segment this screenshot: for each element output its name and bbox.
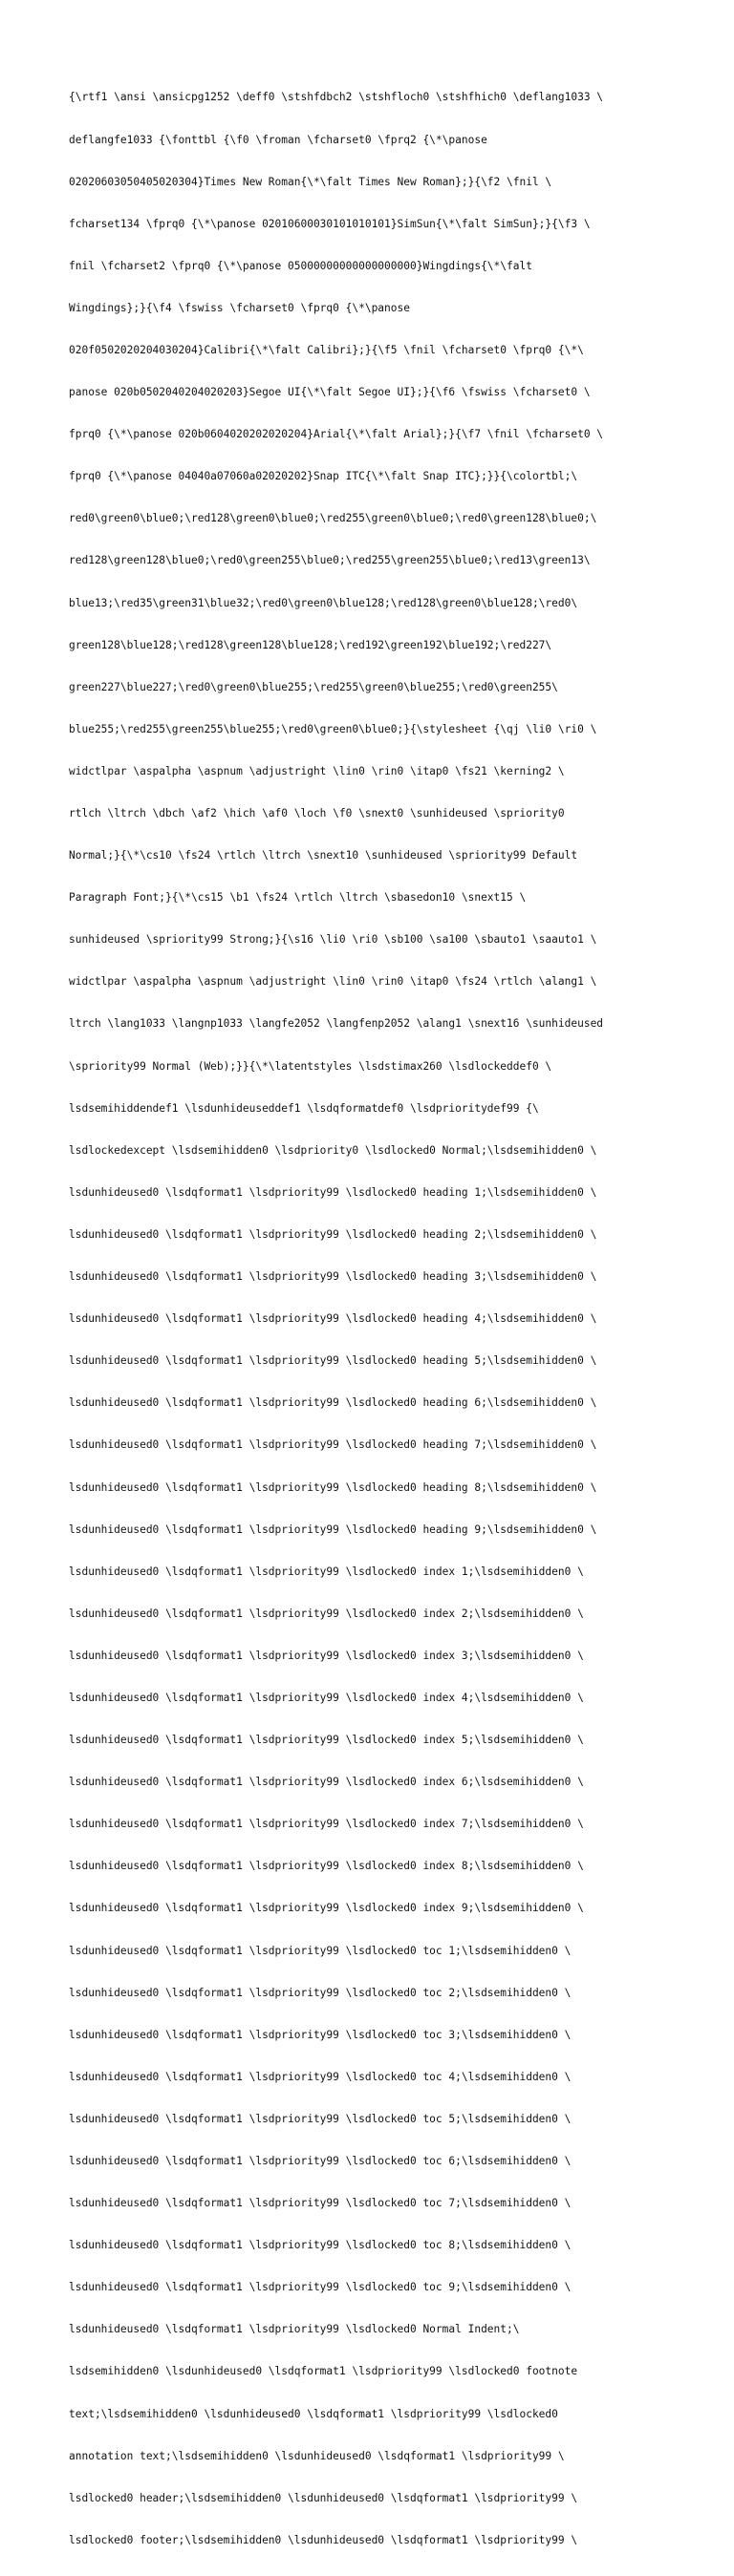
text-line: fcharset134 \fprq0 {\*\panose 02010600030101010101}SimSun{\*\falt SimSun};}{\f3 \ [69, 217, 591, 230]
text-line: Paragraph Font;}{\*\cs15 \b1 \fs24 \rtlch \ltrch \sbasedon10 \snext15 \ [69, 891, 527, 905]
text-line: lsdlocked0 footer;\lsdsemihidden0 \lsdunhideused0 \lsdqformat1 \lsdpriority99 \ [69, 2533, 578, 2546]
text-line: lsdunhideused0 \lsdqformat1 \lsdpriority99 \lsdlocked0 toc 3;\lsdsemihidden0 \ [69, 2028, 572, 2041]
text-line: widctlpar \aspalpha \aspnum \adjustright \lin0 \rin0 \itap0 \fs24 \rtlch \alang1 \ [69, 975, 597, 989]
text-line: green227\blue227;\red0\green0\blue255;\red255\green0\blue255;\red0\green255\ [69, 680, 558, 693]
text-line: fprq0 {\*\panose 020b0604020202020204}Arial{\*\falt Arial};}{\f7 \fnil \fcharset0 \ [69, 428, 604, 441]
text-line: lsdunhideused0 \lsdqformat1 \lsdpriority99 \lsdlocked0 toc 9;\lsdsemihidden0 \ [69, 2281, 572, 2294]
text-line: lsdsemihiddendef1 \lsdunhideuseddef1 \lsdqformatdef0 \lsdprioritydef99 {\ [69, 1101, 539, 1115]
text-line: lsdlocked0 header;\lsdsemihidden0 \lsdunhideused0 \lsdqformat1 \lsdpriority99 \ [69, 2491, 578, 2504]
text-line: lsdunhideused0 \lsdqformat1 \lsdpriority99 \lsdlocked0 toc 6;\lsdsemihidden0 \ [69, 2155, 572, 2167]
text-line: lsdunhideused0 \lsdqformat1 \lsdpriority99 \lsdlocked0 heading 6;\lsdsemihidden0 \ [69, 1396, 597, 1410]
text-line: lsdunhideused0 \lsdqformat1 \lsdpriority99 \lsdlocked0 toc 1;\lsdsemihidden0 \ [69, 1944, 572, 1957]
text-line: rtlch \ltrch \dbch \af2 \hich \af0 \loch \f0 \snext0 \sunhideused \spriority0 [69, 807, 565, 820]
text-line: 02020603050405020304}Times New Roman{\*\falt Times New Roman};}{\f2 \fnil \ [69, 175, 552, 188]
text-line: lsdunhideused0 \lsdqformat1 \lsdpriority99 \lsdlocked0 toc 5;\lsdsemihidden0 \ [69, 2112, 572, 2125]
text-line: lsdunhideused0 \lsdqformat1 \lsdpriority99 \lsdlocked0 toc 4;\lsdsemihidden0 \ [69, 2070, 572, 2083]
text-line: lsdunhideused0 \lsdqformat1 \lsdpriority99 \lsdlocked0 index 7;\lsdsemihidden0 \ [69, 1818, 584, 1831]
text-line: sunhideused \spriority99 Strong;}{\s16 \li0 \ri0 \sb100 \sa100 \sbauto1 \saauto1 \ [69, 933, 597, 947]
text-line: blue255;\red255\green255\blue255;\red0\green0\blue0;}{\stylesheet {\qj \li0 \ri0 \ [69, 722, 597, 735]
text-line: text;\lsdsemihidden0 \lsdunhideused0 \lsdqformat1 \lsdpriority99 \lsdlocked0 [69, 2407, 558, 2420]
text-line: \spriority99 Normal (Web);}}{\*\latentstyles \lsdstimax260 \lsdlockeddef0 \ [69, 1059, 552, 1073]
rtf-source-text [69, 63, 680, 2576]
text-line: lsdunhideused0 \lsdqformat1 \lsdpriority99 \lsdlocked0 index 2;\lsdsemihidden0 \ [69, 1607, 584, 1620]
text-line: lsdunhideused0 \lsdqformat1 \lsdpriority99 \lsdlocked0 toc 7;\lsdsemihidden0 \ [69, 2197, 572, 2210]
text-line: lsdunhideused0 \lsdqformat1 \lsdpriority99 \lsdlocked0 toc 2;\lsdsemihidden0 \ [69, 1986, 572, 1999]
text-line: red128\green128\blue0;\red0\green255\blue0;\red255\green255\blue0;\red13\green13\ [69, 554, 591, 567]
text-line: Normal;}{\*\cs10 \fs24 \rtlch \ltrch \snext10 \sunhideused \spriority99 Default [69, 849, 578, 862]
text-line: lsdunhideused0 \lsdqformat1 \lsdpriority99 \lsdlocked0 heading 4;\lsdsemihidden0 \ [69, 1312, 597, 1326]
text-line: fprq0 {\*\panose 04040a07060a02020202}Snap ITC{\*\falt Snap ITC};}}{\colortbl;\ [69, 470, 578, 483]
text-line: lsdunhideused0 \lsdqformat1 \lsdpriority99 \lsdlocked0 index 9;\lsdsemihidden0 \ [69, 1902, 584, 1915]
text-line: lsdunhideused0 \lsdqformat1 \lsdpriority99 \lsdlocked0 heading 1;\lsdsemihidden0 \ [69, 1185, 597, 1199]
text-line: {\rtf1 \ansi \ansicpg1252 \deff0 \stshfdbch2 \stshfloch0 \stshfhich0 \deflang1033 \ [69, 91, 604, 104]
text-line: lsdunhideused0 \lsdqformat1 \lsdpriority99 \lsdlocked0 index 6;\lsdsemihidden0 \ [69, 1776, 584, 1789]
text-line: Wingdings};}{\f4 \fswiss \fcharset0 \fprq0 {\*\panose [69, 301, 410, 314]
text-line: fnil \fcharset2 \fprq0 {\*\panose 05000000000000000000}Wingdings{\*\falt [69, 259, 532, 272]
text-line: lsdunhideused0 \lsdqformat1 \lsdpriority99 \lsdlocked0 index 8;\lsdsemihidden0 \ [69, 1860, 584, 1873]
text-line: lsdunhideused0 \lsdqformat1 \lsdpriority99 \lsdlocked0 heading 8;\lsdsemihidden0 \ [69, 1480, 597, 1494]
text-line: annotation text;\lsdsemihidden0 \lsdunhideused0 \lsdqformat1 \lsdpriority99 \ [69, 2449, 565, 2462]
text-line: lsdunhideused0 \lsdqformat1 \lsdpriority99 \lsdlocked0 heading 5;\lsdsemihidden0 \ [69, 1354, 597, 1368]
text-line: lsdunhideused0 \lsdqformat1 \lsdpriority99 \lsdlocked0 toc 8;\lsdsemihidden0 \ [69, 2239, 572, 2252]
text-line: widctlpar \aspalpha \aspnum \adjustright \lin0 \rin0 \itap0 \fs21 \kerning2 \ [69, 764, 565, 777]
text-line: lsdunhideused0 \lsdqformat1 \lsdpriority99 \lsdlocked0 Normal Indent;\ [69, 2323, 520, 2336]
text-line: lsdunhideused0 \lsdqformat1 \lsdpriority99 \lsdlocked0 heading 2;\lsdsemihidden0 \ [69, 1227, 597, 1241]
text-line: lsdsemihidden0 \lsdunhideused0 \lsdqformat1 \lsdpriority99 \lsdlocked0 footnote [69, 2365, 578, 2378]
text-line: deflangfe1033 {\fonttbl {\f0 \froman \fcharset0 \fprq2 {\*\panose [69, 133, 487, 146]
text-line: lsdunhideused0 \lsdqformat1 \lsdpriority99 \lsdlocked0 index 1;\lsdsemihidden0 \ [69, 1565, 584, 1578]
text-line: ltrch \lang1033 \langnp1033 \langfe2052 \langfenp2052 \alang1 \snext16 \sunhideused [69, 1017, 604, 1031]
text-line: panose 020b0502040204020203}Segoe UI{\*\falt Segoe UI};}{\f6 \fswiss \fcharset0 \ [69, 386, 591, 399]
text-line: red0\green0\blue0;\red128\green0\blue0;\red255\green0\blue0;\red0\green128\blue0;\ [69, 512, 597, 525]
text-line: lsdunhideused0 \lsdqformat1 \lsdpriority99 \lsdlocked0 heading 3;\lsdsemihidden0 \ [69, 1270, 597, 1284]
text-line: lsdunhideused0 \lsdqformat1 \lsdpriority99 \lsdlocked0 index 5;\lsdsemihidden0 \ [69, 1734, 584, 1747]
text-line: lsdunhideused0 \lsdqformat1 \lsdpriority99 \lsdlocked0 index 4;\lsdsemihidden0 \ [69, 1691, 584, 1704]
text-line: blue13;\red35\green31\blue32;\red0\green0\blue128;\red128\green0\blue128;\red0\ [69, 596, 578, 609]
text-line: lsdunhideused0 \lsdqformat1 \lsdpriority99 \lsdlocked0 heading 7;\lsdsemihidden0 \ [69, 1438, 597, 1452]
text-line: lsdlockedexcept \lsdsemihidden0 \lsdpriority0 \lsdlocked0 Normal;\lsdsemihidden0 \ [69, 1143, 597, 1157]
text-line: lsdunhideused0 \lsdqformat1 \lsdpriority99 \lsdlocked0 heading 9;\lsdsemihidden0 \ [69, 1522, 597, 1536]
text-line: lsdunhideused0 \lsdqformat1 \lsdpriority99 \lsdlocked0 index 3;\lsdsemihidden0 \ [69, 1649, 584, 1662]
text-line: green128\blue128;\red128\green128\blue128;\red192\green192\blue192;\red227\ [69, 638, 552, 651]
text-line: 020f0502020204030204}Calibri{\*\falt Calibri};}{\f5 \fnil \fcharset0 \fprq0 {\*\ [69, 343, 584, 356]
